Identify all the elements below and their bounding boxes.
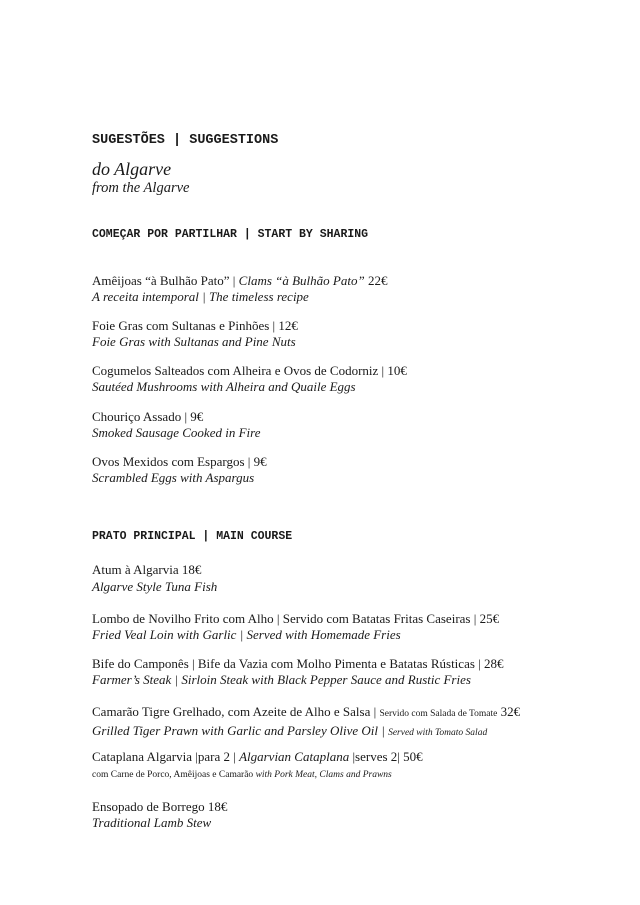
- item-name: Foie Gras com Sultanas e Pinhões |: [92, 318, 279, 333]
- item-name-en: Clams “à Bulhão Pato”: [238, 273, 365, 288]
- item-description: Algarve Style Tuna Fish: [92, 579, 218, 594]
- item-price: 10€: [387, 363, 407, 378]
- item-name: Atum à Algarvia: [92, 562, 182, 577]
- item-description: Smoked Sausage Cooked in Fire: [92, 424, 261, 440]
- item-price: 50€: [403, 749, 423, 764]
- item-name: Camarão Tigre Grelhado, com Azeite de Alho e Salsa |: [92, 704, 380, 719]
- menu-item: [92, 273, 387, 304]
- menu-item: [92, 409, 260, 440]
- item-description: Scrambled Eggs with Aspargus: [92, 469, 255, 485]
- item-name: Ensopado de Borrego: [92, 799, 208, 814]
- subtitle-pt: do Algarve: [92, 159, 172, 179]
- item-serves: |serves 2|: [349, 749, 404, 764]
- item-name-en: Algarvian Cataplana: [239, 749, 350, 764]
- item-price: 32€: [497, 704, 521, 719]
- item-price: 12€: [278, 318, 298, 333]
- item-price: 28€: [484, 656, 504, 671]
- item-name: Bife do Camponês | Bife da Vazia com Molho Pimenta e Batatas Rústicas |: [92, 656, 484, 671]
- item-name: Ovos Mexidos com Espargos |: [92, 454, 254, 469]
- section-heading-starters: COMEÇAR POR PARTILHAR | START BY SHARING: [92, 228, 369, 241]
- menu-item: [92, 454, 267, 485]
- item-name: Cogumelos Salteados com Alheira e Ovos de Codorniz |: [92, 363, 388, 378]
- item-name: Cataplana Algarvia |para 2 |: [92, 749, 240, 764]
- menu-item: [92, 561, 217, 595]
- item-description: Foie Gras with Sultanas and Pine Nuts: [92, 333, 296, 349]
- item-description: with Pork Meat, Clams and Prawns: [255, 769, 392, 780]
- page-title: SUGESTÕES | SUGGESTIONS: [92, 133, 279, 148]
- menu-item: [92, 799, 227, 830]
- menu-item: [92, 318, 298, 349]
- item-price: 18€: [181, 562, 202, 577]
- item-price: 22€: [364, 273, 388, 288]
- item-name: Chouriço Assado |: [92, 409, 191, 424]
- item-price: 18€: [207, 799, 228, 814]
- item-name: Lombo de Novilho Frito com Alho | Servido com Batatas Fritas Caseiras |: [92, 611, 480, 626]
- item-description: Grilled Tiger Prawn with Garlic and Parsley Olive Oil |: [92, 722, 389, 738]
- item-name: Amêijoas “à Bulhão Pato” |: [92, 273, 239, 288]
- menu-item: [92, 363, 407, 394]
- item-price: 25€: [479, 611, 500, 626]
- menu-item: [92, 749, 423, 783]
- item-side-en: Served with Tomato Salad: [388, 727, 488, 738]
- item-description: Farmer’s Steak | Sirloin Steak with Black Pepper Sauce and Rustic Fries: [92, 671, 471, 687]
- item-description-pt: com Carne de Porco, Amêijoas e Camarão: [92, 769, 256, 780]
- subtitle-en: from the Algarve: [92, 180, 190, 196]
- menu-item: [92, 704, 520, 741]
- item-description: Traditional Lamb Stew: [92, 814, 212, 830]
- item-description: Sautéed Mushrooms with Alheira and Quaile Eggs: [92, 378, 356, 394]
- menu-item: [92, 656, 504, 687]
- section-heading-main-course: PRATO PRINCIPAL | MAIN COURSE: [92, 530, 293, 543]
- item-price: 9€: [253, 454, 267, 469]
- menu-item: [92, 611, 499, 642]
- item-description: A receita intemporal | The timeless recipe: [92, 288, 309, 304]
- item-side: Servido com Salada de Tomate: [379, 709, 498, 719]
- item-price: 9€: [190, 409, 204, 424]
- item-description: Fried Veal Loin with Garlic | Served with Homemade Fries: [92, 626, 401, 642]
